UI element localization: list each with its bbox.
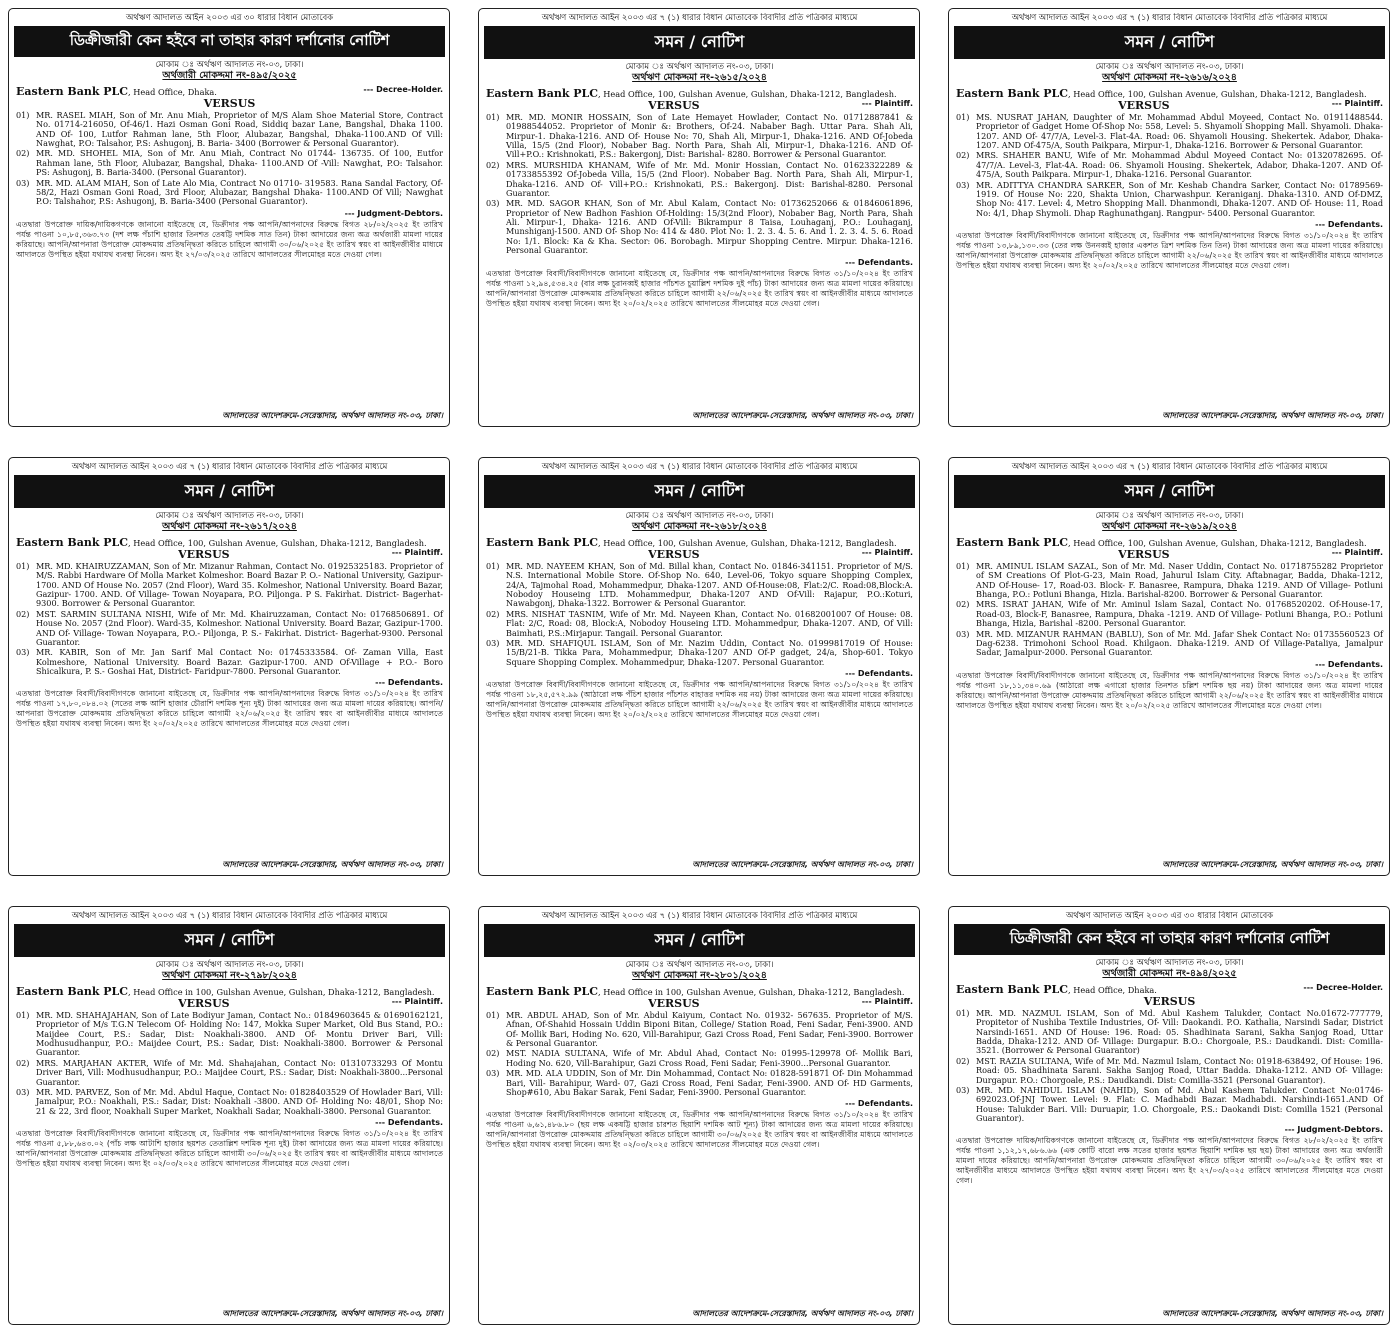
defendant-list [956,562,1383,659]
party-details: MRS. SHAHER BANU, Wife of Mr. Mohammad Abdul Moyeed Contact No: 01320782695. Of-47/7/A. Level-3, Flat-4A. Road: 06. Shyamoli Housing. Shekertek, Adabor, Dhaka-1207. AND Of-475/A, South Paikpara. Mirpur-1, Dhaka-1216. Personal Guarantor. [976,150,1383,180]
versus-text: VERSUS [178,547,230,561]
court-signature: আদালতের আদেশক্রমে-সেরেস্তাদার, অর্থঋণ আদালত নং-০৩, ঢাকা। [1162,1309,1383,1318]
notice-banner: সমন / নোটিশ [954,475,1385,508]
party-details: MR. AMINUL ISLAM SAZAL, Son of Mr. Md. Naser Uddin, Contact No. 01718755282 Proprietor of SM Creations Of Plot-G-23, Main Road, Jahurul Islam City. Aftabnagar, Badda, Dhaka-1212, AND Of-House- 17, Road-03. Block- F. Banasree, Rampura, Dhaka 1219. AND Of Village- Potluni Bhanga, P.O.: Potluni Bhanga, Hizla. Barishal-8200. Borrower & Personal Guarantor. [976,560,1383,599]
party-number: 01) [16,1009,30,1020]
law-reference: অর্থঋণ আদালত আইন ২০০৩ এর ৭ (১) ধারার বিধান মোতাবেক বিবাদীর প্রতি পত্রিকার মাধ্যমে [541,911,858,920]
versus-label [16,549,443,561]
notice-banner: সমন / নোটিশ [14,475,445,508]
party-details: MR. ADITTYA CHANDRA SARKER, Son of Mr. Keshab Chandra Sarker, Contact No: 01789569-1919. Of House No: 220, Shakta Union, Charwashpur. Keraniganj. Dhaka-1310. AND Of-DMZ, Shop No: 417. Level: 4, Metro Shopping Mall. Dhanmondi, Dhaka-1207. AND Of- House: 11, Road No: 4/1, Dhap Shymoli. Dhap Raghunathganj. Rangpur- 5400. Personal Guarantor. [976,179,1383,218]
law-reference: অর্থঋণ আদালত আইন ২০০৩ এর ৩০ ধারার বিধান মোতাবেক [126,13,333,22]
list-item [956,630,1383,658]
party-details: MR. MD. NAHIDUL ISLAM (NAHID), Son of Md. Abul Kashem Talukder. Contact No:01746-692023.Of-JNJ Tower. Level: 9. Flat: C. Madhabdi Bazar. Madhabdi. Narshindi-1651.AND Of House: Talukder Bari. Vill: Duruapir, 1.O. Chorgoale, P.S.: Daokandi Dist: Comilla 1521 (Personal Guarantor). [976,1084,1383,1123]
versus-label [486,998,913,1010]
notice-body: এতদ্বারা উপরোক্ত বিবাদী/বিবাদীগণকে জানানো যাইতেছে যে, ডিক্রীদার পক্ষ আপনি/আপনাদের বিরুদ্ধে বিগত ৩১/১০/২০২৪ ইং তারিখ পর্যন্ত পাওনা ১৭,৮০,০৮৪.০২ (সতের লক্ষ আশি হাজার চৌরাশি দশমিক শূন্য দুই) টাকা আদায়ের জন্য অত্র মামলা দায়ের করিয়াছে। আপনি/আপনারা উপরোক্ত মোকদ্দমায় প্রতিদ্বন্দ্বিতা করিতে চাহিলে আগামী ২২/০৬/২০২৫ ইং তারিখ স্বয়ং বা আইনজীবীর মাধ্যমে আদালতে উপস্থিত হইয়া যথাযথ ব্যবস্থা নিবেন। অদ্য ইং ২০/০২/২০২৫ তারিখে আদালতের সীলমোহর মতে দেওয়া গেল। [16,689,443,729]
list-item [956,1086,1383,1124]
notice-body: এতদ্বারা উপরোক্ত দায়িক/দায়িকগণকে জানানো যাইতেছে যে, ডিক্রীদার পক্ষ আপনি/আপনাদের বিরুদ্ধে বিগত ২৮/০২/২০২৫ ইং তারিখ পর্যন্ত পাওনা ১,১২,১৭,৬৮৬.৬৬ (এক কোটি বারো লক্ষ সতের হাজার ছয়শত ছিয়াশি দশমিক ছয় ছয়) টাকা আদায়ের জন্য অত্র অর্থজারী মামলা দায়ের করিয়াছে। আপনি/আপনারা উপরোক্ত মোকদ্দমায় প্রতিদ্বন্দ্বিতা করিতে চাহিলে আগামী ৩০/০৬/২০২৫ ইং তারিখ স্বয়ং বা আইনজীবীর মাধ্যমে আদালতে উপস্থিত হইয়া যথাযথ ব্যবস্থা নিবেন। অদ্য ইং ২৭/০৩/২০২৫ তারিখে আদালতের সীলমোহর মতে দেওয়া গেল। [956,1136,1383,1186]
notice-body: এতদ্বারা উপরোক্ত দায়িক/দায়িকগণকে জানানো যাইতেছে যে, ডিক্রীদার পক্ষ আপনি/আপনাদের বিরুদ্ধে বিগত ২৮/০২/২০২৫ ইং তারিখ পর্যন্ত পাওনা ১০,৮৫,৩৬৩.৭৩ (দশ লক্ষ পঁচাশি হাজার তিনশত তেষট্টি দশমিক সাত তিন) টাকা আদায়ের জন্য অত্র অর্থজারী মামলা দায়ের করিয়াছে। আপনি/আপনারা উপরোক্ত মোকদ্দমায় প্রতিদ্বন্দ্বিতা করিতে চাহিলে আগামী ৩০/০৬/২০২৫ ইং তারিখ স্বয়ং বা আইনজীবীর মাধ্যমে আদালতে উপস্থিত হইয়া যথাযথ ব্যবস্থা নিবেন। অদ্য ইং ২৭/০৩/২০২৫ তারিখে আদালতের সীলমোহর মতে দেওয়া গেল। [16,219,443,259]
party-number: 03) [16,1086,30,1097]
bank-name: Eastern Bank PLC [486,86,599,100]
case-number: অর্থঋণ মোকদ্দমা নং-২৮০১/২০২৪ [632,969,767,981]
court-signature: আদালতের আদেশক্রমে-সেরেস্তাদার, অর্থঋণ আদালত নং-০৩, ঢাকা। [222,411,443,420]
notice-n4 [8,457,450,876]
party-number: 02) [956,150,970,161]
party-details: MR. MD. SHOHEL MIA, Son of Mr. Anu Miah, Contract No 01744- 136735. Of 100, Eutfor Rahman lane, 5th Floor, Alubazar, Bangshal, Dhaka- 1100.AND Of -Vill: Nawghat, P.O: Talsahor. PS: Ashugonj, B. Baria-3400. (Personal Guarantor). [36,148,443,178]
list-item [956,600,1383,628]
versus-label [956,549,1383,561]
party-number: 02) [956,1055,970,1066]
case-number: অর্থঋণ মোকদ্দমা নং-২৬১৬/২০২৪ [1102,71,1237,83]
party-number: 02) [16,608,30,619]
case-number: অর্থঋণ মোকদ্দমা নং-২৬১৯/২০২৪ [1102,520,1237,532]
case-number: অর্থজারী মোকদ্দমা নং-৪৯৪/২০২৫ [1102,967,1237,979]
defendant-list [16,562,443,678]
party-number: 03) [956,628,970,639]
party-details: MST. NADIA SULTANA, Wife of Mr. Abdul Ahad, Contact No: 01995-129978 Of- Mollik Bari, Hoding No. 620, Vill-Barahipur, Gazi Cross Road, Feni Sadar, Feni-3900...Personal Guarantor. [506,1048,913,1068]
court-signature: আদালতের আদেশক্রমে-সেরেস্তাদার, অর্থঋণ আদালত নং-০৩, ঢাকা। [692,1309,913,1318]
notice-banner: ডিক্রীজারী কেন হইবে না তাহার কারণ দর্শানোর নোটিশ [954,924,1385,955]
defendant-role: --- Defendants. [1315,220,1383,229]
notice-grid [8,8,1391,1325]
law-reference: অর্থঋণ আদালত আইন ২০০৩ এর ৭ (১) ধারার বিধান মোতাবেক বিবাদীর প্রতি পত্রিকার মাধ্যমে [71,462,388,471]
plaintiff-role: --- Plaintiff. [861,996,913,1006]
party-number: 02) [486,608,500,619]
list-item [956,113,1383,151]
party-number: 03) [956,179,970,190]
notice-banner: ডিক্রীজারী কেন হইবে না তাহার কারণ দর্শানোর নোটিশ [14,26,445,57]
case-number: অর্থঋণ মোকদ্দমা নং-২৬১৮/২০২৪ [632,520,767,532]
list-item [486,562,913,609]
party-number: 01) [956,560,970,571]
bank-name: Eastern Bank PLC [486,535,599,549]
court-name: মোকাম ঃ অর্থঋণ আদালত নং-০৩, ঢাকা। [625,959,774,970]
bank-address: , Head Office, 100, Gulshan Avenue, Gulshan, Dhaka-1212, Bangladesh. [1068,88,1367,99]
notice-body: এতদ্বারা উপরোক্ত বিবাদী/বিবাদীগণকে জানানো যাইতেছে যে, ডিক্রীদার পক্ষ আপনি/আপনাদের বিরুদ্ধে বিগত ৩১/১০/২০২৪ ইং তারিখ পর্যন্ত পাওনা ৬,৬১,৪৮৬.৮০ (ছয় লক্ষ একষট্টি হাজার চারশত ছিয়াশি দশমিক আট শূন্য) টাকা আদায়ের জন্য অত্র মামলা দায়ের করিয়াছে। আপনি/আপনারা উপরোক্ত মোকদ্দমায় প্রতিদ্বন্দ্বিতা করিতে চাহিলে আগামী ৩০/০৬/২০২৫ ইং তারিখ স্বয়ং বা আইনজীবীর মাধ্যমে আদালতে উপস্থিত হইয়া যথাযথ ব্যবস্থা নিবেন। অদ্য ইং ০২/০৩/২০২৫ তারিখে আদালতের সীলমোহর মতে দেওয়া গেল। [486,1110,913,1150]
law-reference: অর্থঋণ আদালত আইন ২০০৩ এর ৭ (১) ধারার বিধান মোতাবেক বিবাদীর প্রতি পত্রিকার মাধ্যমে [71,911,388,920]
plaintiff-role: --- Plaintiff. [1331,98,1383,108]
defendant-list [16,111,443,208]
bank-address: , Head Office in 100, Gulshan Avenue, Gulshan, Dhaka-1212, Bangladesh. [128,986,435,997]
party-number: 03) [486,1068,500,1079]
versus-text: VERSUS [1118,98,1170,112]
party-number: 03) [486,198,500,209]
party-number: 02) [16,148,30,159]
notice-n1 [8,8,450,427]
notice-n8 [478,906,920,1325]
defendant-role: --- Judgment-Debtors. [344,208,443,218]
notice-banner: সমন / নোটিশ [484,924,915,957]
bank-address: , Head Office, 100, Gulshan Avenue, Gulshan, Dhaka-1212, Bangladesh. [598,537,897,548]
notice-n2 [478,8,920,427]
list-item [956,562,1383,600]
court-signature: আদালতের আদেশক্রমে-সেরেস্তাদার, অর্থঋণ আদালত নং-০৩, ঢাকা। [222,860,443,869]
notice-body: এতদ্বারা উপরোক্ত বিবাদী/বিবাদীগণকে জানানো যাইতেছে যে, ডিক্রীদার পক্ষ আপনি/আপনাদের বিরুদ্ধে বিগত ৩১/১০/২০২৪ ইং তারিখ পর্যন্ত পাওনা ১৮,২৫,৫৭২.৯৯ (আঠারো লক্ষ পঁচিশ হাজার পাঁচশত বাহাত্তর দশমিক নয় নয়) টাকা আদায়ের জন্য অত্র মামলা দায়ের করিয়াছে। আপনি/আপনারা উপরোক্ত মোকদ্দমায় প্রতিদ্বন্দ্বিতা করিতে চাহিলে আগামী ২২/০৬/২০২৫ ইং তারিখ স্বয়ং বা আইনজীবীর মাধ্যমে আদালতে উপস্থিত হইয়া যথাযথ ব্যবস্থা নিবেন। অদ্য ইং ২০/০২/২০২৫ তারিখে আদালতের সীলমোহর মতে দেওয়া গেল। [486,680,913,719]
versus-text: VERSUS [1118,547,1170,561]
party-details: MR. MD. NAZMUL ISLAM, Son of Md. Abul Kashem Talukder, Contact No.01672-777779, Propitetor of Nushiba Textile Industries, Of- Vill: Daokandi. P.O. Kathalia, Narsindi Sadar, District Narsindi-1651. AND Of House: 196. Road: 05. Shadhinata Sarani, Sakha Sanjog Road, Uttar Badda, Dhaka-1212. AND Of- Village: Durgapur. B.O.: Chorgoale, P.S.: Daudkandi. Dist: Comilla-3521. (Borrower & Personal Guarantor) [976,1007,1383,1056]
defendant-list [486,562,913,668]
law-reference: অর্থঋণ আদালত আইন ২০০৩ এর ৩০ ধারার বিধান মোতাবেক [1066,911,1273,920]
party-number: 01) [956,1007,970,1018]
court-name: মোকাম ঃ অর্থঋণ আদালত নং-০৩, ঢাকা। [155,510,304,521]
party-number: 02) [956,599,970,610]
list-item [486,1011,913,1049]
party-number: 02) [16,1057,30,1068]
notice-body: এতদ্বারা উপরোক্ত বিবাদী/বিবাদীগণকে জানানো যাইতেছে যে, ডিক্রীদার পক্ষ আপনি/আপনাদের বিরুদ্ধে বিগত ৩১/১০/২০২৪ ইং তারিখ পর্যন্ত পাওনা ১২,৯৪,৫৩৪.২৫ (বার লক্ষ চুরানব্বই হাজার পাঁচশত চুয়াল্লিশ দশমিক দুই পাঁচ) টাকা আদায়ের জন্য অত্র মামলা দায়ের করিয়াছে। আপনি/আপনারা উপরোক্ত মোকদ্দমায় প্রতিদ্বন্দ্বিতা করিতে চাহিলে আগামী ২২/০৬/২০২৫ ইং তারিখ স্বয়ং বা আইনজীবীর মাধ্যমে আদালতে উপস্থিত হইয়া যথাযথ ব্যবস্থা নিবেন। অদ্য ইং ২০/০২/২০২৫ তারিখে আদালতের সীলমোহর মতে দেওয়া গেল। [486,268,913,308]
party-details: MRS. NISHAT TASNIM, Wife of Mr. Md. Nayeen Khan, Contact No. 01682001007 Of House: 08. Flat: 2/C, Road: 08, Block:A, Nobodoy Houseing LTD. Mohammedpur, Dhaka-1207. AND, Of Vill: Baimhati, P.S.:Mirjapur. Tangail. Personal Guarantor. [506,608,913,638]
party-details: MR. MD. ALA UDDIN, Son of Mr. Din Mohammad, Contact No: 01828-591871 Of- Din Mohammad Bari, Vill- Barahipur, Ward- 07, Gazi Cross Road, Feni Sadar, Feni-3900. AND Of- HD Garments, Shop#610, Abu Bakar Sarak, Feni Sadar, Feni-3900. Personal Guarantor. [506,1068,913,1097]
list-item [16,1059,443,1087]
bank-address: , Head Office, 100, Gulshan Avenue, Gulshan, Dhaka-1212, Bangladesh. [128,537,427,548]
versus-text: VERSUS [648,996,700,1010]
notice-banner: সমন / নোটিশ [484,26,915,59]
party-details: MR. MD. ALAM MIAH, Son of Late Alo Mia, Contract No 01710- 319583. Rana Sandal Factory, Of- 58/2, Hazi Osman Goni Road, 3rd Floor, Alubazar, Bangshal Dhaka- 1100.AND Of Vill; Nawghat P.O: Talshahor, P.S: Ashugonj, B. Baria-3400 (Personal Guarantor). [36,177,443,207]
bank-address: , Head Office, 100, Gulshan Avenue, Gulshan, Dhaka-1212, Bangladesh. [1068,537,1367,548]
party-details: MR. MD. MONIR HOSSAIN, Son of Late Hemayet Howlader, Contact No. 01712887841 & 01988544052. Proprietor of Monir &: Brothers, Of-24. Nababer Bagh. Uttar Para. Shah Ali, Mirpur-1. Dhaka-1216. AND Of- House No: 70, Shah Ali, Mirpur-1, Dhaka-1216. AND Of-Jobeda Villa, 15/5 (2nd Floor), Nobaber Bag. North Para, Shah Ali, Mirpur-1, Dhaka-1216. AND Of-Vill+P.O.: Krishnokati, P.S.: Bakergonj, Dist: Barishal- 8280. Borrower & Personal Guarantor. [506,111,913,160]
party-number: 01) [16,560,30,571]
party-details: MRS. MARJAHAN AKTER, Wife of Mr. Md. Shahajahan, Contact No: 01310733293 Of Montu Driver Bari, Vill: Modhusudhanpur, P.O.: Maijdee Court, P.S.: Sadar, Dist: Noakhali-3800...Personal Guarantor. [36,1057,443,1087]
plaintiff-block [16,85,443,98]
list-item [16,648,443,676]
defendant-role: --- Defendants. [845,257,913,267]
notice-body: এতদ্বারা উপরোক্ত বিবাদী/বিবাদীগণকে জানানো যাইতেছে যে, ডিক্রীদার পক্ষ আপনি/আপনাদের বিরুদ্ধে বিগত ৩১/১০/২০২৪ ইং তারিখ পর্যন্ত পাওনা ১৮,১১,৩৪০.৬৯ (আঠারো লক্ষ এগারো হাজার তিনশত চল্লিশ দশমিক ছয় নয়) টাকা আদায়ের জন্য অত্র মামলা দায়ের করিয়াছে। আপনি/আপনারা উপরোক্ত মোকদ্দমায় প্রতিদ্বন্দ্বিতা করিতে চাহিলে আগামী ২২/০৬/২০২৫ ইং তারিখ স্বয়ং বা আইনজীবীর মাধ্যমে আদালতে উপস্থিত হইয়া যথাযথ ব্যবস্থা নিবেন। অদ্য ইং ২০/০২/২০২৫ তারিখে আদালতের সীলমোহর মতে দেওয়া গেল। [956,670,1383,710]
party-number: 01) [486,560,500,571]
notice-n9 [948,906,1390,1325]
defendant-role: --- Defendants. [845,669,913,678]
defendant-role: --- Defendants. [845,1099,913,1109]
party-details: MR. RASEL MIAH, Son of Mr. Anu Miah, Proprietor of M/S Alam Shoe Material Store, Contract No. 01714-216050, Of-46/1. Hazi Osman Goni Road, Siddiq bazar Lane, Bangshal, Dhaka 1100. AND Of- 100, Lutfor Rahman lane, 5th Floor, Alubazar, Bangshal, Dhaka-1100.AND Of Vill: Nawghat, P.O: Talsahor, P.S: Ashugonj, B. Baria- 3400 (Borrower & Personal Guarantor). [36,109,443,148]
list-item [16,1088,443,1116]
party-details: MR. MD. PARVEZ, Son of Mr. Md. Abdul Haque, Contact No: 01828403529 Of Howlader Bari, Vill: Jamalpur, P.O.: Noakhali, P.S.: Sadar, Dist: Noakhali -3800. AND Of- Holding No: 48/01, Shop No: 21 & 22, 3rd floor, Noakhali Super Market, Noakhali Sadar, Noakhali-3800. Personal Guarantor. [36,1086,443,1116]
versus-text: VERSUS [648,98,700,112]
court-name: মোকাম ঃ অর্থঋণ আদালত নং-০৩, ঢাকা। [1095,957,1244,968]
defendant-role: --- Judgment-Debtors. [1284,1125,1383,1135]
law-reference: অর্থঋণ আদালত আইন ২০০৩ এর ৭ (১) ধারার বিধান মোতাবেক বিবাদীর প্রতি পত্রিকার মাধ্যমে [541,13,858,22]
notice-n3 [948,8,1390,427]
bank-name: Eastern Bank PLC [16,84,129,98]
defendant-list [486,1011,913,1098]
bank-address: , Head Office, Dhaka. [128,86,217,97]
court-name: মোকাম ঃ অর্থঋণ আদালত নং-০৩, ঢাকা। [625,61,774,72]
notice-body: এতদ্বারা উপরোক্ত বিবাদী/বিবাদীগণকে জানানো যাইতেছে যে, ডিক্রীদার পক্ষ আপনি/আপনাদের বিরুদ্ধে বিগত ৩১/১০/২০২৪ ইং তারিখ পর্যন্ত পাওনা ৫,৮৮,৬৪৩.০২ (পাঁচ লক্ষ আটাশি হাজার ছয়শত তেতাল্লিশ দশমিক শূন্য দুই) টাকা আদায়ের জন্য অত্র মামলা দায়ের করিয়াছে। আপনি/আপনারা উপরোক্ত মোকদ্দমায় প্রতিদ্বন্দ্বিতা করিতে চাহিলে আগামী ৩০/০৬/২০২৫ ইং তারিখ স্বয়ং বা আইনজীবীর মাধ্যমে আদালতে উপস্থিত হইয়া যথাযথ ব্যবস্থা নিবেন। অদ্য ইং ০২/০৩/২০২৫ তারিখে আদালতের সীলমোহর মতে দেওয়া গেল। [16,1129,443,1168]
list-item [486,1069,913,1097]
versus-label: VERSUS [1143,994,1196,1008]
court-name: মোকাম ঃ অর্থঋণ আদালত নং-০৩, ঢাকা। [625,510,774,521]
defendant-list [486,113,913,257]
plaintiff-block [956,983,1383,996]
party-details: MST. RAZIA SULTANA, Wife of Mr. Md. Nazmul Islam, Contact No: 01918-638492, Of House: 196. Road: 05. Shadhinata Sarani. Sakha Sanjog Road, Uttar Badda. Dhaka-1212. AND Of- Village: Durgapur. P.O.: Chorgoale, P.S.: Daudkandi. Dist: Comilla-3521 (Personal Guarantor). [976,1055,1383,1085]
case-number: অর্থঋণ মোকদ্দমা নং-২৬১৭/২০২৪ [162,520,297,532]
party-details: MS. NUSRAT JAHAN, Daughter of Mr. Mohammad Abdul Moyeed, Contact No. 01911488544. Proprietor of Gadget Home Of-Shop No: 558, Level: 5. Shyamoli Shopping Mall. Shyamoli. Dhaka-1207. AND Of- 47/7/A, Level-3. Flat-4A. Road: 06. Shyamoli Housing. Shekertek. Adabor, Dhaka-1207. AND Of-475/A, South Paikpara, Mirpur-1, Dhaka-1216. Borrower & Personal Guarantor. [976,111,1383,150]
party-number: 02) [486,159,500,170]
plaintiff-role: --- Plaintiff. [391,547,443,557]
bank-name: Eastern Bank PLC [956,535,1069,549]
court-signature: আদালতের আদেশক্রমে-সেরেস্তাদার, অর্থঋণ আদালত নং-০৩, ঢাকা। [222,1309,443,1318]
list-item [956,1057,1383,1085]
defendant-list [16,1011,443,1117]
plaintiff-role: --- Decree-Holder. [1303,982,1383,992]
case-number: অর্থঋণ মোকদ্দমা নং-২৬১৫/২০২৪ [632,71,767,83]
party-number: 01) [486,1009,500,1020]
case-number: অর্থঋণ মোকদ্দমা নং-২৭৯৮/২০২৪ [162,969,297,981]
versus-label [956,100,1383,112]
plaintiff-role: --- Plaintiff. [861,98,913,108]
list-item [486,113,913,160]
party-details: MR. MD. SAGOR KHAN, Son of Mr. Abul Kalam, Contact No: 01736252066 & 01846061896, Proprietor of New Badhon Fashion Of-Holding: 15/3(2nd Floor), Nobaber Bag, North Para, Shah Ali. Mirpur-1, Dhaka- 1216. AND Of-Vill: Bikrampur 8 Taisa, Louhaganj, P.O.: Louhaganj, Munshiganj-1500. AND Of- Shop No: 414 & 480. Plot No: 1. 2. 3. 4. 5. 6. And 1. 2. 3. 4. 5. 6. Road No: 1/1. Block: Ka & Kha. Sector: 06. Borobagh. Mirpur Shopping Centre. Mirpur. Dhaka-1216. Personal Guarantor. [506,198,913,256]
court-name: মোকাম ঃ অর্থঋণ আদালত নং-০৩, ঢাকা। [155,59,304,70]
list-item [486,610,913,638]
notice-n5 [478,457,920,876]
bank-address: , Head Office in 100, Gulshan Avenue, Gulshan, Dhaka-1212, Bangladesh. [598,986,905,997]
defendant-role: --- Defendants. [1315,659,1383,669]
defendant-role: --- Defendants. [375,678,443,688]
party-details: MR. KABIR, Son of Mr. Jan Sarif Mal Contact No: 01745333584. Of- Zaman Villa, East Kolmeshore, National University. Board Bazar. Gazipur-1700. AND Of-Village + P.O.- Boro Shicalkura, P. S.- Goshai Hat, District- Faridpur-7800. Personal Guarantor. [36,647,443,676]
list-item [486,1049,913,1068]
list-item [16,149,443,177]
list-item [16,1011,443,1058]
party-details: MRS. ISRAT JAHAN, Wife of Mr. Aminul Islam Sazal, Contact No. 01768520202. Of-House-17, Road-03, Block-F, Banasree, Rampura, Dhaka -1219. AND Of Village- Potluni Bhanga, P.O.: Potluni Bhanga, Hizla, Barishal -8200. Personal Guarantor. [976,599,1383,629]
party-details: MRS. MURSHIDA KHANAM, Wife of Mr. Md. Monir Hossian, Contact No. 01623322289 & 01733855392 Of-Jobeda Villa, 15/5 (2nd Floor). Nobaber Bag. North Para, Shah Ali, Mirpur-1, Dhaka-1216. AND Of- Vill+P.O.: Krishnokati, P.S.: Bakergonj. Dist: Barishal-8280. Personal Guarantor. [506,159,913,198]
versus-text: VERSUS [648,547,700,561]
bank-name: Eastern Bank PLC [16,535,129,549]
bank-name: Eastern Bank PLC [956,86,1069,100]
party-details: MR. MD. NAYEEM KHAN, Son of Md. Billal khan, Contact No. 01846-341151. Proprietor of M/S. N.S. International Mobile Store. Of-Shop No. 640, Level-06, Tokyo square Shopping Complex, 24/A, Tajmohal Road, Mohammedpur, Dhaka-1207. AND Of-House:08, Flat:2/C. Road:08,Block:A. Nobodoy Houseing LTD. Mohammedpur, Dhaka-1207 AND Of-Vill: Rajapur, P.O.:Koturi, Nawabgonj, Dhaka-1322. Borrower & Personal Guarantor. [506,560,913,609]
party-number: 02) [486,1048,500,1059]
plaintiff-role: --- Plaintiff. [1331,547,1383,557]
court-signature: আদালতের আদেশক্রমে-সেরেস্তাদার, অর্থঋণ আদালত নং-০৩, ঢাকা। [692,411,913,420]
notice-banner: সমন / নোটিশ [484,475,915,508]
notice-n6 [948,457,1390,876]
plaintiff-role: --- Decree-Holder. [363,84,443,94]
party-number: 01) [486,111,500,122]
court-name: মোকাম ঃ অর্থঋণ আদালত নং-০৩, ঢাকা। [1095,510,1244,521]
defendant-list [956,113,1383,219]
versus-label [486,100,913,112]
law-reference: অর্থঋণ আদালত আইন ২০০৩ এর ৭ (১) ধারার বিধান মোতাবেক বিবাদীর প্রতি পত্রিকার মাধ্যমে [1011,13,1328,22]
versus-label: VERSUS [203,96,256,110]
party-details: MR. MD. MIZANUR RAHMAN (BABLU), Son of Mr. Md. Jafar Shek Contact No: 01735560523 Of Dag-6238. Trimohoni School Road. Khilgaon. Dhaka-1219. AND Of Village-Pataliya, Jamalpur Sadar, Jamalpur-2000. Personal Guarantor. [976,628,1383,658]
list-item [486,199,913,255]
court-signature: আদালতের আদেশক্রমে-সেরেস্তাদার, অর্থঋণ আদালত নং-০৩, ঢাকা। [1162,860,1383,869]
party-details: MR. MD. SHAFIQUL ISLAM, Son of Mr. Nazim Uddin, Contact No. 01999817019 Of House: 15/B/21-B. Tikka Para, Mohammedpur, Dhaka-1207 AND Of-P gadget, 24/a, Shop-601. Tokyo Square Shopping Complex. Mohammedpur, Dhaka-1207. Personal Guarantor. [506,637,913,667]
defendant-role: --- Defendants. [375,1118,443,1127]
party-details: MR. MD. SHAHAJAHAN, Son of Late Bodiyur Jaman, Contact No.: 01849603645 & 01690162121, Proprietor of M/s T.G.N Telecom Of- Holding No: 147, Mokka Super Market, Old Bus Stand, P.O.: Maijdee Court, P.S.: Sadar, Dist: Noakhali-3800. AND Of- Montu Driver Bari, Vill: Modhusudhanpur, P.O.: Maijdee Court, P.S.: Sadar, Dist: Noakhali-3800. Borrower & Personal Guarantor. [36,1009,443,1058]
law-reference: অর্থঋণ আদালত আইন ২০০৩ এর ৭ (১) ধারার বিধান মোতাবেক বিবাদীর প্রতি পত্রিকার মাধ্যমে [1011,462,1328,471]
notice-banner: সমন / নোটিশ [14,924,445,957]
list-item [16,610,443,648]
list-item [486,639,913,667]
bank-address: , Head Office, 100, Gulshan Avenue, Gulshan, Dhaka-1212, Bangladesh. [598,88,897,99]
list-item [16,111,443,149]
court-name: মোকাম ঃ অর্থঋণ আদালত নং-০৩, ঢাকা। [1095,61,1244,72]
plaintiff-role: --- Plaintiff. [391,996,443,1006]
defendant-list [956,1009,1383,1125]
party-details: MR. ABDUL AHAD, Son of Mr. Abdul Kaiyum, Contact No. 01932- 567635. Proprietor of M/S. Afnan, Of-Shahid Hossain Uddin Biponi Bitan, College/ Station Road, Feni Sadar, Feni-3900. AND Of- Mollik Bari, Hoding No. 620, Vill-Barahipur, Gazi Cross Road, Feni Sadar, Feni-3900. Borrower & Personal Guarantor. [506,1009,913,1048]
bank-name: Eastern Bank PLC [486,984,599,998]
plaintiff-role: --- Plaintiff. [861,547,913,557]
bank-name: Eastern Bank PLC [16,984,129,998]
party-details: MST. SARMIN SULTANA NISHI, Wife of Mr. Md. Khairuzzaman, Contact No: 01768506891. Of House No. 2057 (2nd Floor). Ward-35, Kolmeshor. National University. Board Bazar, Gazipur-1700. AND Of- Village- Towan Noyapara, P.O.- Piljonga, P. S.- Fakirhat. District- Bagerhat-9300. Personal Guarantor. [36,608,443,647]
list-item [486,161,913,199]
law-reference: অর্থঋণ আদালত আইন ২০০৩ এর ৭ (১) ধারার বিধান মোতাবেক বিবাদীর প্রতি পত্রিকার মাধ্যমে [541,462,858,471]
court-signature: আদালতের আদেশক্রমে-সেরেস্তাদার, অর্থঋণ আদালত নং-০৩, ঢাকা। [1162,411,1383,420]
bank-address: , Head Office, Dhaka. [1068,984,1157,995]
party-number: 03) [16,647,30,658]
case-number: অর্থজারী মোকদ্দমা নং-৪৯৫/২০২৫ [162,69,297,81]
list-item [956,181,1383,219]
list-item [16,179,443,207]
notice-n7 [8,906,450,1325]
versus-text: VERSUS [178,996,230,1010]
party-number: 03) [16,177,30,188]
list-item [16,562,443,609]
list-item [956,151,1383,179]
party-details: MR. MD. KHAIRUZZAMAN, Son of Mr. Mizanur Rahman, Contact No. 01925325183. Proprietor of M/S. Rabbi Hardware Of Molla Market Kolmeshor. Board Bazar P. O.- National University, Gazipur- 1700. AND Of House No. 2057 (2nd Floor), Ward 35. Kolmeshor, National University. Board Bazar, Gazipur- 1700. AND. Of Village- Towan Noyapara, P.O. Piljonga. P S. Fakirhat. District- Bagerhat- 9300. Borrower & Personal Guarantor. [36,560,443,609]
party-number: 03) [486,637,500,648]
list-item [956,1009,1383,1056]
bank-name: Eastern Bank PLC [956,982,1069,996]
versus-label [486,549,913,561]
notice-body: এতদ্বারা উপরোক্ত বিবাদী/বিবাদীগণকে জানানো যাইতেছে যে, ডিক্রীদার পক্ষ আপনি/আপনাদের বিরুদ্ধে বিগত ৩১/১০/২০২৪ ইং তারিখ পর্যন্ত পাওনা ১৩,৮৯,১৩০.৩৩ (তের লক্ষ উননব্বই হাজার একশত ত্রিশ দশমিক তিন তিন) টাকা আদায়ের জন্য অত্র মামলা দায়ের করিয়াছে। আপনি/আপনারা উপরোক্ত মোকদ্দমায় প্রতিদ্বন্দ্বিতা করিতে চাহিলে আগামী ২২/০৬/২০২৫ ইং তারিখ স্বয়ং বা আইনজীবীর মাধ্যমে আদালতে উপস্থিত হইয়া যথাযথ ব্যবস্থা নিবেন। অদ্য ইং ২০/০২/২০২৫ তারিখে আদালতের সীলমোহর মতে দেওয়া গেল। [956,231,1383,270]
party-number: 01) [956,111,970,122]
court-signature: আদালতের আদেশক্রমে-সেরেস্তাদার, অর্থঋণ আদালত নং-০৩, ঢাকা। [692,860,913,869]
party-number: 01) [16,109,30,120]
versus-label [16,998,443,1010]
party-number: 03) [956,1084,970,1095]
court-name: মোকাম ঃ অর্থঋণ আদালত নং-০৩, ঢাকা। [155,959,304,970]
notice-banner: সমন / নোটিশ [954,26,1385,59]
